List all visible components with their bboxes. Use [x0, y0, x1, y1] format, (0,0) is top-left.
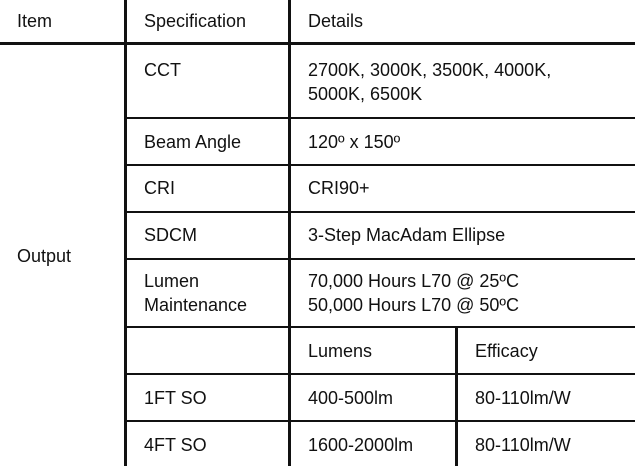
header-divider [0, 42, 635, 45]
header-details: Details [308, 11, 364, 31]
details-cct-line-2: 5000K, 6500K [308, 84, 423, 104]
row-divider [126, 326, 635, 328]
row-divider [126, 164, 635, 166]
product-lumens: 1600-2000lm [308, 435, 414, 455]
details-cri: CRI90+ [308, 178, 370, 198]
row-divider [126, 258, 635, 260]
product-name: 4FT SO [144, 435, 207, 455]
product-name: 1FT SO [144, 388, 207, 408]
row-divider [126, 117, 635, 119]
details-lumen-maintenance-line-1: 70,000 Hours L70 @ 25ºC [308, 271, 519, 291]
spec-lumen-maintenance-line-1: Lumen [144, 271, 200, 291]
row-divider [126, 420, 635, 422]
product-efficacy: 80-110lm/W [475, 388, 571, 408]
subheader-lumens: Lumens [308, 341, 373, 361]
details-cct-line-1: 2700K, 3000K, 3500K, 4000K, [308, 60, 552, 80]
header-specification: Specification [144, 11, 247, 31]
column-divider-3 [455, 327, 458, 466]
spec-cct: CCT [144, 60, 181, 80]
column-divider-1 [124, 0, 127, 466]
product-efficacy: 80-110lm/W [475, 435, 571, 455]
details-sdcm: 3-Step MacAdam Ellipse [308, 225, 506, 245]
row-divider [126, 211, 635, 213]
column-divider-2 [288, 0, 291, 466]
spec-beam-angle: Beam Angle [144, 132, 242, 152]
details-beam-angle: 120º x 150º [308, 132, 401, 152]
spec-lumen-maintenance-line-2: Maintenance [144, 295, 248, 315]
header-item: Item [17, 11, 53, 31]
spec-sdcm: SDCM [144, 225, 197, 245]
product-lumens: 400-500lm [308, 388, 394, 408]
group-label-output: Output [17, 246, 72, 266]
subheader-efficacy: Efficacy [475, 341, 538, 361]
spec-cri: CRI [144, 178, 175, 198]
row-divider [126, 373, 635, 375]
details-lumen-maintenance-line-2: 50,000 Hours L70 @ 50ºC [308, 295, 519, 315]
